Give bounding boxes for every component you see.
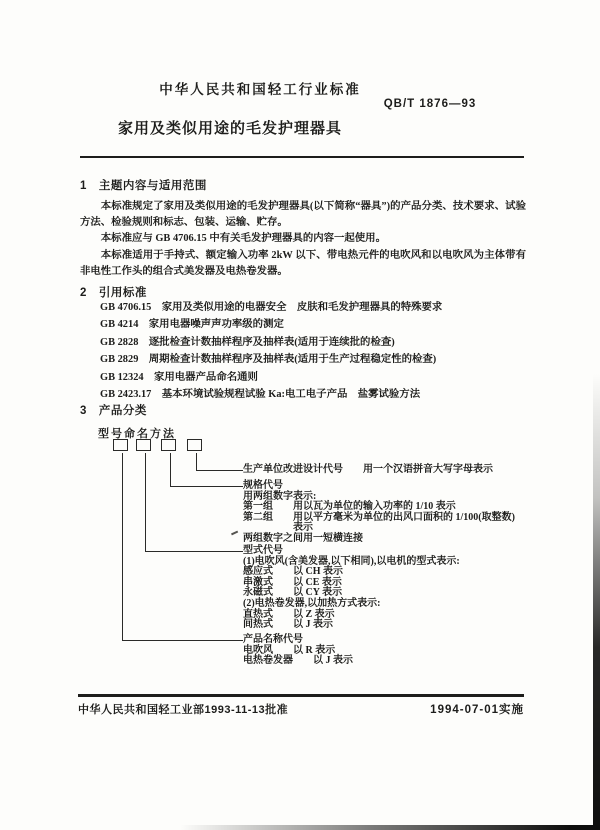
reference-item: GB 12324 家用电器产品命名通则	[100, 371, 258, 383]
section-2-number: 2	[80, 287, 87, 299]
naming-method-label: 型号命名方法	[98, 428, 176, 440]
connector-vertical-4	[196, 453, 197, 470]
scan-edge-bottom	[0, 825, 600, 830]
section-2-heading	[80, 284, 147, 300]
reference-item: GB 4706.15 家用及类似用途的电器安全 皮肤和毛发护理器具的特殊要求	[100, 302, 443, 313]
reference-item: GB 2829 周期检查计数抽样程序及抽样表(适用于生产过程稳定性的检查)	[100, 354, 437, 366]
branch-line: 产品名称代号	[243, 634, 303, 645]
section-1-heading	[80, 177, 207, 193]
reference-list	[100, 299, 530, 403]
branch-line: 第一组 用以瓦为单位的输入功率的 1/10 表示	[243, 501, 456, 513]
model-code-box-2	[136, 439, 151, 451]
model-code-box-1	[113, 439, 128, 451]
reference-item: GB 4214 家用电器噪声声功率级的测定	[100, 319, 284, 331]
standard-number: QB/T 1876—93	[383, 98, 477, 110]
section-3-heading	[80, 402, 147, 418]
reference-item: GB 2828 逐批检查计数抽样程序及抽样表(适用于连续批的检查)	[100, 336, 395, 348]
stray-tick-mark	[231, 531, 238, 535]
issuing-org-line: 中华人民共和国轻工行业标准	[159, 82, 361, 97]
section-1-number: 1	[80, 180, 87, 192]
connector-horizontal-4	[196, 470, 243, 471]
branch-line: 直热式 以 Z 表示	[243, 608, 335, 620]
branch-line: 永磁式 以 CY 表示	[243, 587, 343, 599]
branch-line: 规格代号	[243, 480, 283, 491]
branch-line: 第二组 用以平方毫米为单位的出风口面积的 1/100(取整数)	[243, 511, 515, 523]
implementation-note: 1994-07-01实施	[430, 704, 524, 716]
branch-line: 两组数字之间用一短横连接	[243, 532, 363, 544]
connector-horizontal-3	[170, 486, 243, 487]
model-code-box-3	[161, 439, 176, 451]
section-3-title: 产品分类	[98, 405, 147, 417]
model-code-box-4	[187, 439, 202, 451]
branch-line: 表示	[243, 522, 313, 534]
branch-line: 生产单位改进设计代号 用一个汉语拼音大写字母表示	[243, 464, 493, 475]
branch-line: 型式代号	[243, 545, 283, 556]
title-divider	[80, 156, 524, 158]
reference-item: GB 2423.17 基本环境试验规程试验 Ka:电工电子产品 盐雾试验方法	[100, 389, 421, 401]
paragraph: 本标准规定了家用及类似用途的毛发护理器具(以下简称“器具”)的产品分类、技术要求、试验方法、检验规则和标志、包装、运输、贮存。	[80, 201, 526, 229]
section-3-number: 3	[80, 405, 87, 417]
section-1-title: 主题内容与适用范围	[98, 180, 207, 192]
branch-type-code	[243, 546, 460, 631]
branch-spec-code	[243, 481, 515, 545]
connector-vertical-1	[122, 453, 123, 640]
branch-line: 用两组数字表示:	[243, 490, 317, 502]
paragraph: 本标准应与 GB 4706.15 中有关毛发护理器具的内容一起使用。	[100, 233, 386, 245]
connector-vertical-3	[170, 453, 171, 486]
section-2-title: 引用标准	[98, 287, 147, 299]
connector-vertical-2	[145, 453, 146, 551]
scan-edge-right	[593, 0, 600, 830]
section-1-body	[80, 199, 526, 280]
branch-product-name-code	[243, 635, 353, 667]
paragraph: 本标准适用于手持式、额定输入功率 2kW 以下、带电热元件的电吹风和以电吹风为主体带有非电性工作头的组合式美发器及电热卷发器。	[80, 249, 526, 277]
branch-line: (1)电吹风(含美发器,以下相同),以电机的型式表示:	[243, 555, 460, 567]
branch-line: 电热卷发器 以 J 表示	[243, 655, 353, 667]
branch-line: 间热式 以 J 表示	[243, 619, 333, 631]
model-naming-diagram	[80, 423, 550, 678]
connector-horizontal-1	[122, 640, 243, 641]
branch-line: 电吹风 以 R 表示	[243, 644, 336, 656]
branch-line: (2)电热卷发器,以加热方式表示:	[243, 597, 381, 609]
document-title: 家用及类似用途的毛发护理器具	[117, 120, 342, 137]
footer-divider	[78, 694, 524, 697]
approval-note: 中华人民共和国轻工业部1993-11-13批准	[78, 704, 289, 716]
branch-improvement-code	[243, 465, 493, 476]
branch-line: 感应式 以 CH 表示	[243, 566, 343, 578]
connector-horizontal-2	[145, 551, 243, 552]
branch-line: 串激式 以 CE 表示	[243, 576, 342, 588]
